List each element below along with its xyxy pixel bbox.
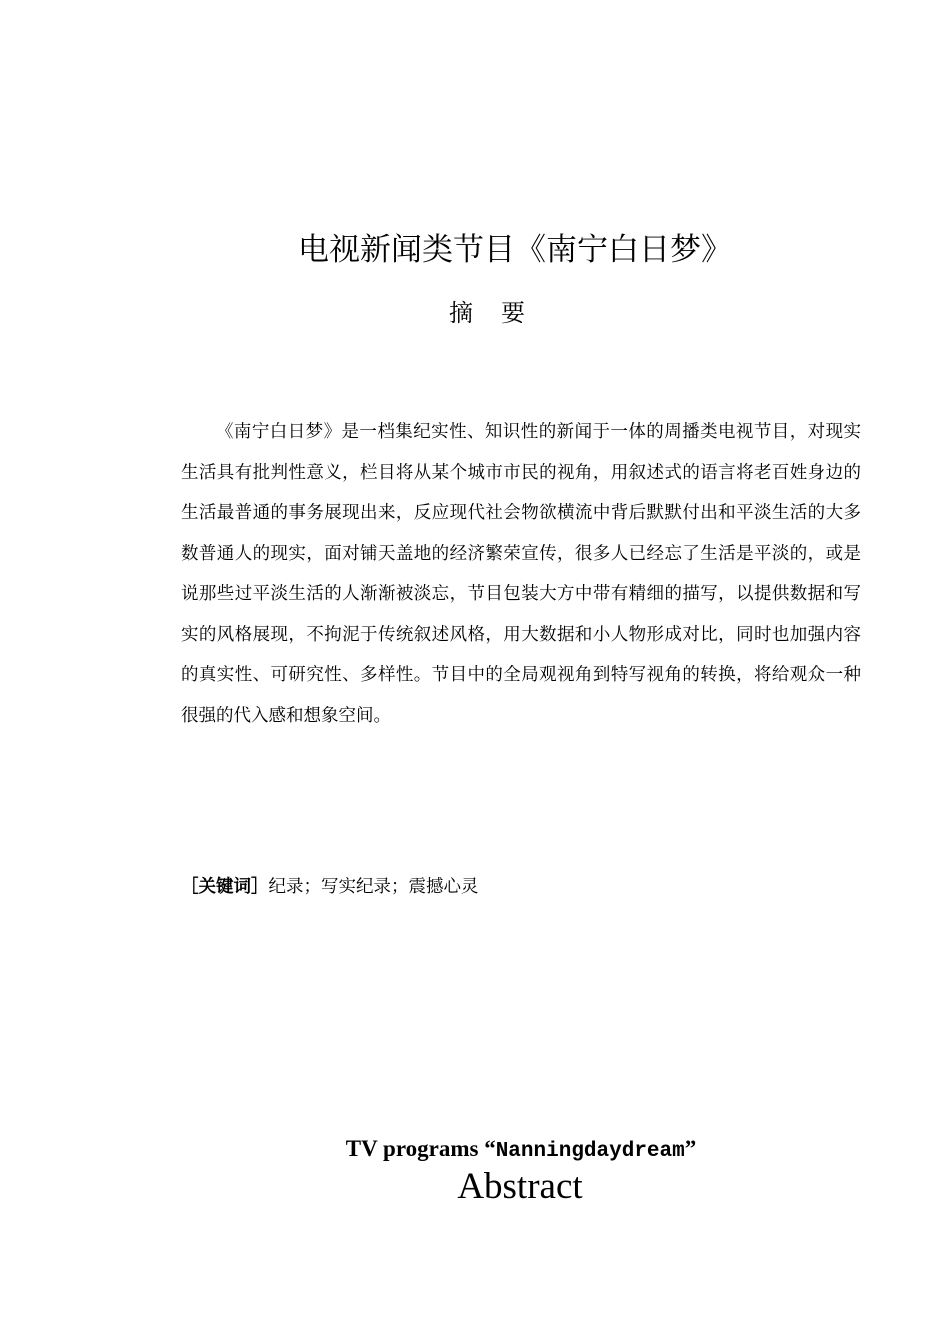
keywords-line <box>181 872 861 902</box>
english-title-program-name: Nanningdaydream <box>495 1140 685 1163</box>
chinese-title-container <box>0 228 950 272</box>
english-abstract-heading: Abstract <box>457 1166 583 1207</box>
abstract-paragraph: 《南宁白日梦》是一档集纪实性、知识性的新闻于一体的周播类电视节目，对现实生活具有批判性意义，栏目将从某个城市市民的视角，用叙述式的语言将老百姓身边的生活最普通的事务展现出来，反应现代社会物欲横流中背后默默付出和平淡生活的大多数普通人的现实，面对铺天盖地的经济繁荣宣传，很多人已经忘了生活是平淡的，或是说那些过平淡生活的人渐渐被淡忘，节目包装大方中带有精细的描写，以提供数据和写实的风格展现，不拘泥于传统叙述风格，用大数据和小人物形成对比，同时也加强内容的真实性、可研究性、多样性。节目中的全局观视角到特写视角的转换，将给观众一种很强的代入感和想象空间。 <box>181 422 861 726</box>
chinese-title: 电视新闻类节目《南宁白日梦》 <box>298 232 732 268</box>
english-title <box>0 1133 950 1168</box>
chinese-abstract-heading: 摘要 <box>449 299 553 327</box>
english-title-suffix: ” <box>684 1136 697 1161</box>
english-title-prefix: TV programs “ <box>345 1136 496 1161</box>
keywords-label: ［关键词］ <box>181 877 269 897</box>
keywords-value: 纪录；写实纪录；震撼心灵 <box>268 877 479 897</box>
